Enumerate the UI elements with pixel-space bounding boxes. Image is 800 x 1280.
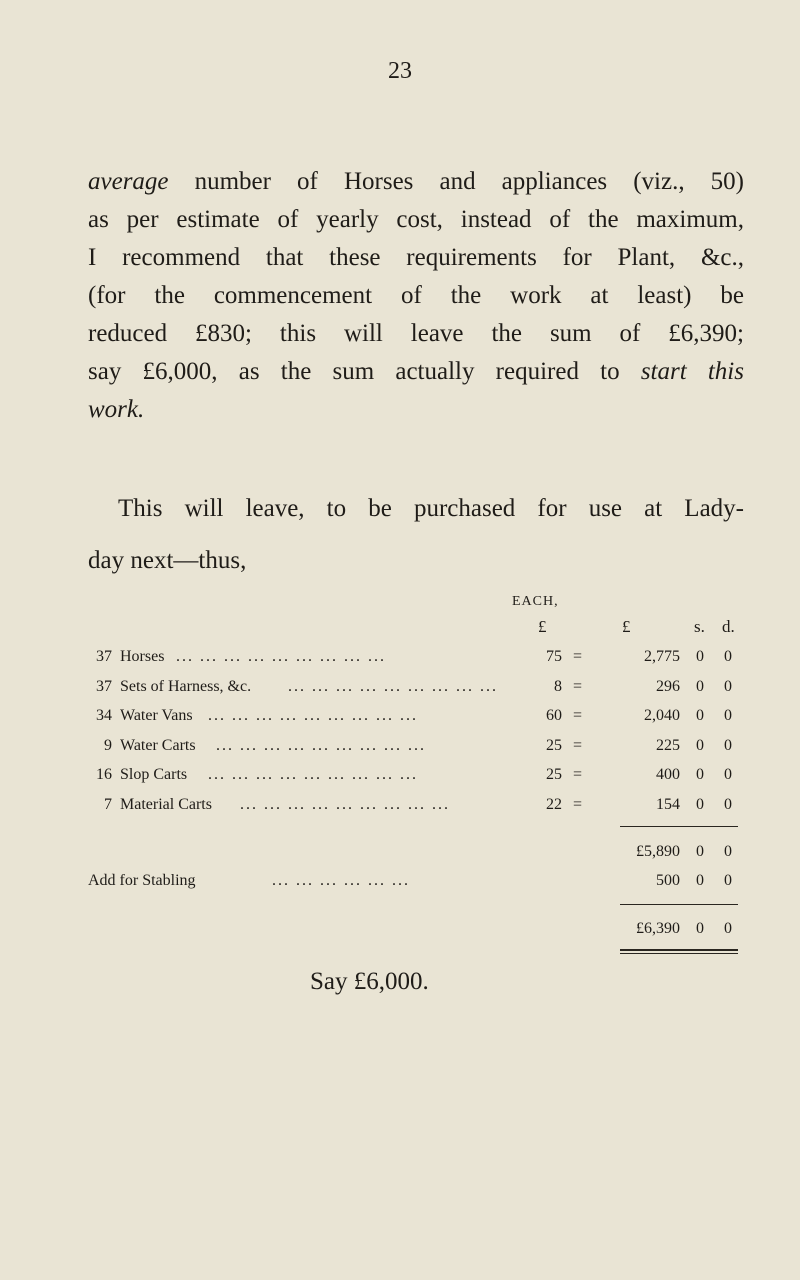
each-price: 8 [554,678,562,695]
pounds: 2,775 [644,648,680,665]
table-row [0,707,800,737]
pound-heading: £ [622,617,631,636]
each-price: 25 [546,766,562,783]
pence: 0 [724,648,732,665]
shillings: 0 [696,737,704,754]
each-price: 75 [546,648,562,665]
page-number: 23 [388,58,412,84]
each-price: 22 [546,796,562,813]
table-row [0,648,800,678]
qty: 7 [104,796,112,813]
item-label: Water Vans [120,707,193,724]
equals-sign: = [573,648,583,665]
pounds: 2,040 [644,707,680,724]
leader-dots: ... ... ... ... ... ... ... ... ... [176,648,386,665]
item-label: Sets of Harness, &c. [120,678,252,695]
subtotal-shillings: 0 [696,843,704,860]
qty: 34 [96,707,112,724]
italic-start-this: start this [640,358,744,385]
qty: 9 [104,737,112,754]
italic-average: average [88,168,169,195]
shilling-heading: s. [694,617,705,636]
table-row [0,737,800,767]
para1-line-1 [88,163,744,201]
para1-line-2: as per estimate of yearly cost, instead of the maximum, [88,206,744,233]
double-rule-top [620,949,738,951]
shillings: 0 [696,707,704,724]
pence-heading: d. [722,617,735,636]
para1-line-3: I recommend that these requirements for Plant, &c., [88,244,744,271]
stabling-shillings: 0 [696,872,704,889]
para2-line-2: day next—thus, [88,547,247,574]
pound-heading-each: £ [538,617,547,636]
leader-dots: ... ... ... ... ... ... ... ... ... [240,796,450,813]
leader-dots: ... ... ... ... ... ... ... ... ... [288,678,498,695]
qty: 37 [96,648,112,665]
pounds: 154 [656,796,680,813]
paragraph-recommendation [88,163,744,429]
qty: 16 [96,766,112,783]
equals-sign: = [573,766,583,783]
table-row [0,796,800,826]
leader-dots: ... ... ... ... ... ... ... ... ... [208,707,418,724]
stabling-label: Add for Stabling [88,872,196,889]
stabling-pence: 0 [724,872,732,889]
shillings: 0 [696,678,704,695]
leader-dots: ... ... ... ... ... ... ... ... ... [216,737,426,754]
total-pence: 0 [724,920,732,937]
total-rule [620,904,738,905]
subtotal-pounds: £5,890 [636,843,680,860]
qty: 37 [96,678,112,695]
total-shillings: 0 [696,920,704,937]
para2-line-1: This will leave, to be purchased for use at Lady- [118,495,744,522]
para1-line-4: (for the commencement of the work at least) be [88,282,744,309]
para1-line-1-text: number of Horses and appliances (viz., 50) [168,168,744,195]
table-row [0,766,800,796]
stabling-leader: ... ... ... ... ... ... [272,872,410,889]
para1-line-6 [88,353,744,391]
item-label: Slop Carts [120,766,188,783]
pence: 0 [724,707,732,724]
equals-sign: = [573,737,583,754]
stabling-row [0,872,800,902]
para1-line-5: reduced £830; this will leave the sum of £6,390; [88,320,744,347]
subtotal-row [0,843,800,873]
pence: 0 [724,796,732,813]
pounds: 225 [656,737,680,754]
equals-sign: = [573,678,583,695]
subtotal-rule [620,826,738,827]
each-price: 25 [546,737,562,754]
pounds: 400 [656,766,680,783]
paragraph-purchase [88,490,744,594]
pence: 0 [724,678,732,695]
para1-line-7 [88,391,744,429]
pence: 0 [724,766,732,783]
each-heading: EACH, [512,594,559,609]
para1-line-6-text: say £6,000, as the sum actually required to [88,358,641,385]
pence: 0 [724,737,732,754]
shillings: 0 [696,648,704,665]
shillings: 0 [696,766,704,783]
subtotal-pence: 0 [724,843,732,860]
item-label: Water Carts [120,737,196,754]
item-label: Material Carts [120,796,212,813]
stabling-pounds: 500 [656,872,680,889]
equals-sign: = [573,796,583,813]
total-row [0,920,800,950]
pounds: 296 [656,678,680,695]
italic-work: work. [88,396,145,423]
table-row [0,678,800,708]
leader-dots: ... ... ... ... ... ... ... ... ... [208,766,418,783]
each-price: 60 [546,707,562,724]
double-rule-bottom [620,953,738,954]
total-pounds: £6,390 [636,920,680,937]
item-label: Horses [120,648,165,665]
shillings: 0 [696,796,704,813]
equals-sign: = [573,707,583,724]
say-total: Say £6,000. [310,968,429,995]
